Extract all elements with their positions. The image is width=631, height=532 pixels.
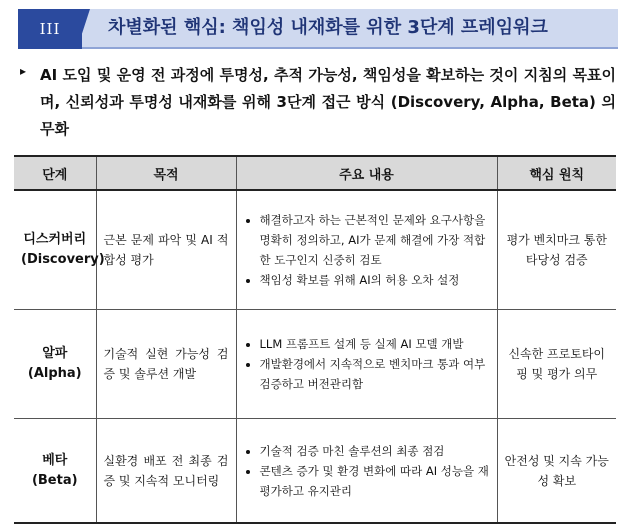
principle-cell: 신속한 프로토타이핑 및 평가 의무 xyxy=(497,310,616,419)
column-header-purpose: 목적 xyxy=(96,156,236,190)
table-row-discovery xyxy=(14,190,616,310)
stage-name-en: (Beta) xyxy=(31,472,78,488)
stage-name-ko: 베타 xyxy=(42,452,68,468)
intro-paragraph xyxy=(20,62,616,143)
stage-name-en: (Alpha) xyxy=(27,366,82,381)
stage-cell xyxy=(14,419,96,524)
section-title: 차별화된 핵심: 책임성 내재화를 위한 3단계 프레임워크 xyxy=(108,17,548,38)
content-item: • 해결하고자 하는 근본적인 문제와 요구사항을 명확히 정의하고, AI가 문제 해결에 가장 적합한 도구인지 신중히 검토 xyxy=(260,210,490,270)
content-cell xyxy=(236,310,497,419)
principle-cell: 안전성 및 지속 가능성 확보 xyxy=(497,419,616,524)
content-cell xyxy=(236,190,497,310)
content-item: • 책임성 확보를 위해 AI의 허용 오차 설정 xyxy=(260,270,490,290)
stage-name-ko: 디스커버리 xyxy=(23,232,87,247)
content-item: • LLM 프롬프트 설계 등 실제 AI 모델 개발 xyxy=(260,334,490,354)
purpose-cell: 근본 문제 파악 및 AI 적합성 평가 xyxy=(96,190,236,310)
content-item: • 기술적 검증 마친 솔루션의 최종 점검 xyxy=(260,441,490,461)
section-number: III xyxy=(18,9,82,49)
column-header-principle: 핵심 원칙 xyxy=(497,156,616,190)
purpose-cell: 기술적 실현 가능성 검증 및 솔루션 개발 xyxy=(96,310,236,419)
principle-cell: 평가 벤치마크 통한 타당성 검증 xyxy=(497,190,616,310)
intro-text: AI 도입 및 운영 전 과정에 투명성, 추적 가능성, 책임성을 확보하는 것이 지침의 목표이며, 신뢰성과 투명성 내재화를 위해 3단계 접근 방식 (Discovery, Alpha, Beta) 의무화 xyxy=(40,66,616,138)
stage-cell xyxy=(14,310,96,419)
content-item: • 콘텐츠 증가 및 환경 변화에 따라 AI 성능을 재평가하고 유지관리 xyxy=(260,461,490,501)
column-header-stage: 단계 xyxy=(14,156,96,190)
content-item: • 개발환경에서 지속적으로 벤치마크 통과 여부 검증하고 버전관리함 xyxy=(260,354,490,394)
table-header-row xyxy=(14,156,616,190)
section-header xyxy=(18,9,618,49)
framework-table xyxy=(14,155,616,524)
column-header-content: 주요 내용 xyxy=(236,156,497,190)
stage-name-ko: 알파 xyxy=(42,346,68,361)
table-row-beta xyxy=(14,419,616,524)
stage-cell xyxy=(14,190,105,310)
table-row-alpha xyxy=(14,310,616,419)
triangle-bullet-icon: ▸ xyxy=(20,64,27,78)
stage-name-en: (Discovery) xyxy=(21,252,105,267)
purpose-cell: 실환경 배포 전 최종 검증 및 지속적 모니터링 xyxy=(96,419,236,524)
content-cell xyxy=(236,419,497,524)
